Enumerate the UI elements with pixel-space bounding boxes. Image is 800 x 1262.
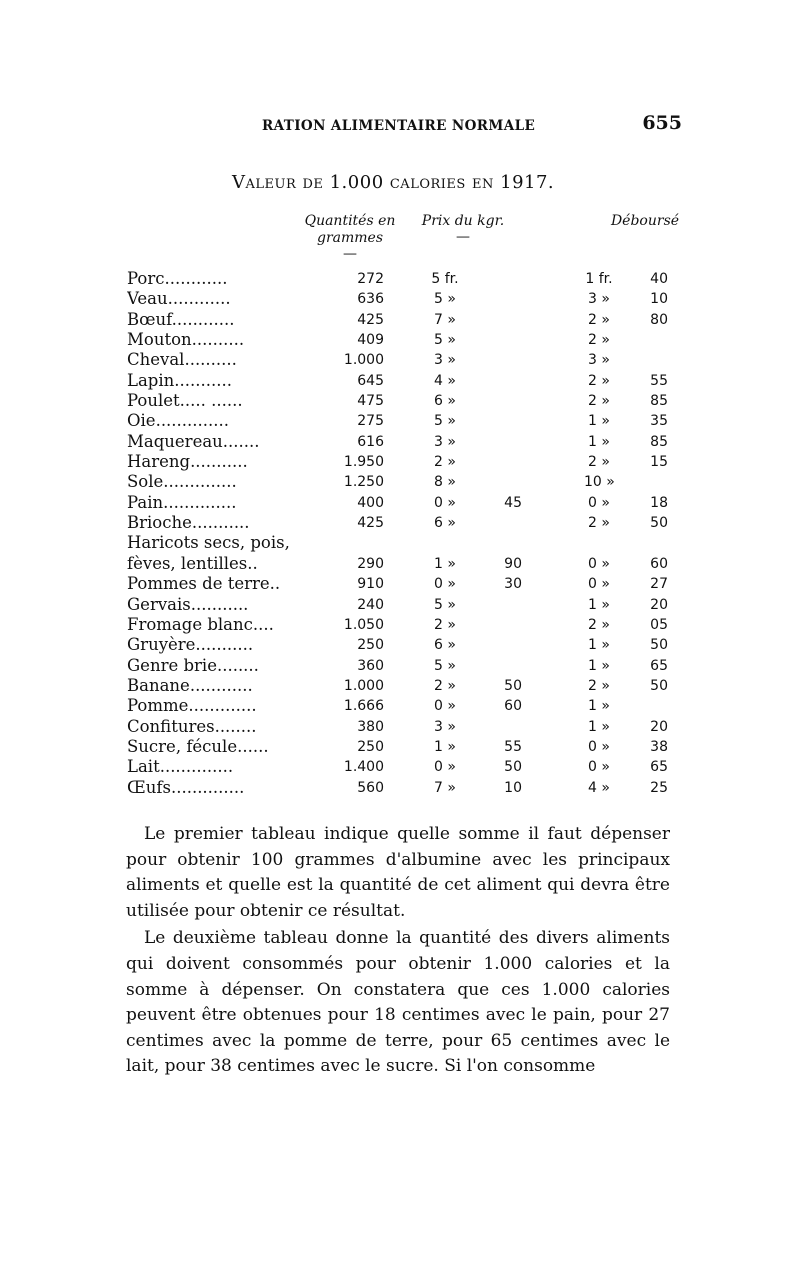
cost-amount: 1 » [588,698,610,715]
food-name: Poulet..... ...... [127,391,243,411]
cost-amount: 0 » [588,738,610,755]
price-centimes: 90 [504,555,522,572]
table-row [0,391,800,411]
quantity-grams: 910 [357,576,384,593]
food-name: Lait.............. [127,757,234,777]
cost-amount: 2 » [588,372,610,389]
cost-centimes: 38 [650,738,668,755]
quantity-grams: 409 [357,332,384,349]
table-row [0,656,800,676]
quantity-grams: 360 [357,657,384,674]
cost-amount: 1 » [588,637,610,654]
cost-amount: 1 » [588,657,610,674]
food-name: Lapin........... [127,370,232,390]
cost-centimes: 35 [650,413,668,430]
cost-amount: 0 » [588,576,610,593]
cost-centimes: 50 [650,515,668,532]
page-number: 655 [642,112,682,134]
price-per-kg: 3 » [434,352,456,369]
quantity-grams: 1.666 [343,698,384,715]
quantity-grams: 1.050 [343,616,384,633]
price-per-kg: 7 » [434,311,456,328]
price-per-kg: 0 » [434,759,456,776]
table-row [0,574,800,594]
price-per-kg: 6 » [434,393,456,410]
cost-centimes: 65 [650,657,668,674]
table-row [0,513,800,533]
cost-centimes: 50 [650,637,668,654]
paragraph: Le deuxième tableau donne la quantité des divers aliments qui doivent consommés pour obtenir 1.000 calories et la somme à dépenser. On constatera que ces 1.000 calories peuvent être obtenues pour 18 centimes avec le pain, pour 27 centimes avec la pomme de terre, pour 65 centimes avec le lait, pour 38 centimes avec le sucre. Si l'on consomme [126,928,670,1077]
table-row [0,330,800,350]
food-name: Genre brie........ [127,655,259,675]
food-name: Pommes de terre.. [127,574,281,594]
price-per-kg: 5 » [434,413,456,430]
table-row [0,432,800,452]
cost-centimes: 65 [650,759,668,776]
price-per-kg: 5 » [434,332,456,349]
price-per-kg: 6 » [434,637,456,654]
table-row [0,350,800,370]
cost-amount: 3 » [588,352,610,369]
cost-amount: 1 » [588,718,610,735]
cost-amount: 1 » [588,413,610,430]
price-centimes: 50 [504,677,522,694]
body-text [126,822,670,1080]
cost-amount: 1 » [588,433,610,450]
price-per-kg: 0 » [434,494,456,511]
table-row [0,371,800,391]
cost-centimes: 85 [650,433,668,450]
food-name: Porc............ [127,269,228,288]
quantity-grams: 240 [357,596,384,613]
column-header-price-label: Prix du kgr. [421,213,505,229]
food-name: Gervais........... [127,594,249,614]
table-row [0,615,800,635]
cost-amount: 2 » [588,332,610,349]
food-name: Bœuf............ [127,309,235,329]
price-centimes: 50 [504,759,522,776]
price-per-kg: 5 fr. [431,271,459,287]
quantity-grams: 400 [357,494,384,511]
cost-amount: 0 » [588,759,610,776]
cost-amount: 10 » [584,474,615,491]
price-per-kg: 6 » [434,515,456,532]
price-centimes: 10 [504,779,522,796]
price-per-kg: 5 » [434,657,456,674]
cost-amount: 2 » [588,677,610,694]
cost-centimes: 05 [650,616,668,633]
table-row [0,737,800,757]
running-head: RATION ALIMENTAIRE NORMALE [262,118,536,134]
cost-centimes: 40 [650,271,668,287]
quantity-grams: 275 [357,413,384,430]
cost-centimes: 60 [650,555,668,572]
food-name: Pomme............. [127,696,257,716]
price-centimes: 60 [504,698,522,715]
cost-amount: 2 » [588,393,610,410]
table-row [0,717,800,737]
table-row [0,635,800,655]
cost-amount: 2 » [588,311,610,328]
price-centimes: 55 [504,738,522,755]
quantity-grams: 290 [357,555,384,572]
quantity-grams: 475 [357,393,384,410]
cost-amount: 2 » [588,616,610,633]
price-per-kg: 5 » [434,596,456,613]
table-row [0,696,800,716]
quantity-grams: 380 [357,718,384,735]
column-header-dash: — [456,229,470,245]
cost-amount: 0 » [588,494,610,511]
food-name: Sucre, fécule...... [127,736,269,756]
food-name: Brioche........... [127,513,250,533]
quantity-grams: 636 [357,291,384,308]
food-name: Maquereau....... [127,431,260,451]
food-name: Sole.............. [127,472,237,492]
cost-centimes: 27 [650,576,668,593]
cost-centimes: 18 [650,494,668,511]
price-per-kg: 2 » [434,677,456,694]
table-title: Valeur de 1.000 calories en 1917. [232,172,555,193]
price-centimes: 30 [504,576,522,593]
food-name: Haricots secs, pois, fèves, lentilles.. [127,533,290,573]
cost-amount: 3 » [588,291,610,308]
food-name: Confitures........ [127,716,257,736]
cost-amount: 4 » [588,779,610,796]
paragraph: Le premier tableau indique quelle somme il faut dépenser pour obtenir 100 grammes d'albumine avec les principaux aliments et quelle est la quantité de cet aliment qui devra être utilisée pour obtenir ce résultat. [126,824,670,921]
price-per-kg: 8 » [434,474,456,491]
cost-centimes: 10 [650,291,668,308]
quantity-grams: 425 [357,311,384,328]
quantity-grams: 250 [357,637,384,654]
price-per-kg: 0 » [434,576,456,593]
quantity-grams: 645 [357,372,384,389]
cost-amount: 0 » [588,555,610,572]
food-name: Hareng........... [127,452,248,472]
table-row [0,676,800,696]
quantity-grams: 560 [357,779,384,796]
cost-centimes: 55 [650,372,668,389]
price-per-kg: 0 » [434,698,456,715]
cost-centimes: 25 [650,779,668,796]
table-row [0,411,800,431]
quantity-grams: 616 [357,433,384,450]
column-header-quantity [300,213,400,261]
quantity-grams: 1.950 [343,454,384,471]
table-row [0,472,800,492]
cost-centimes: 20 [650,718,668,735]
food-name: Cheval.......... [127,350,237,370]
food-name: Banane............ [127,675,253,695]
price-per-kg: 1 » [434,738,456,755]
food-name: Pain.............. [127,492,237,512]
cost-centimes: 85 [650,393,668,410]
table-row [0,310,800,330]
price-per-kg: 3 » [434,718,456,735]
quantity-grams: 425 [357,515,384,532]
quantity-grams: 1.000 [343,352,384,369]
cost-amount: 2 » [588,454,610,471]
table-row [0,269,800,289]
table-row [0,493,800,513]
column-header-cost-label: Déboursé [610,213,680,229]
price-centimes: 45 [504,494,522,511]
food-name: Œufs.............. [127,777,245,797]
quantity-grams: 1.000 [343,677,384,694]
price-per-kg: 2 » [434,454,456,471]
calorie-table [0,269,800,798]
quantity-grams: 1.400 [343,759,384,776]
column-header-cost [600,213,690,230]
price-per-kg: 5 » [434,291,456,308]
cost-centimes: 20 [650,596,668,613]
price-per-kg: 7 » [434,779,456,796]
price-per-kg: 3 » [434,433,456,450]
table-row [0,595,800,615]
table-row [0,452,800,472]
price-per-kg: 4 » [434,372,456,389]
table-row [0,533,800,574]
column-header-price [418,213,508,244]
table-row [0,289,800,309]
price-per-kg: 1 » [434,555,456,572]
food-name: Gruyère........... [127,635,254,655]
column-header-dash: — [343,246,357,262]
quantity-grams: 272 [357,271,384,287]
food-name: Oie.............. [127,411,229,431]
cost-amount: 1 fr. [585,271,613,287]
cost-centimes: 50 [650,677,668,694]
food-name: Fromage blanc.... [127,614,274,634]
cost-centimes: 80 [650,311,668,328]
food-name: Veau............ [127,289,231,309]
table-row [0,757,800,777]
quantity-grams: 250 [357,738,384,755]
price-per-kg: 2 » [434,616,456,633]
cost-amount: 1 » [588,596,610,613]
food-name: Mouton.......... [127,330,245,350]
cost-amount: 2 » [588,515,610,532]
cost-centimes: 15 [650,454,668,471]
table-row [0,778,800,798]
quantity-grams: 1.250 [343,474,384,491]
column-header-quantity-label: Quantités en grammes [304,213,396,246]
